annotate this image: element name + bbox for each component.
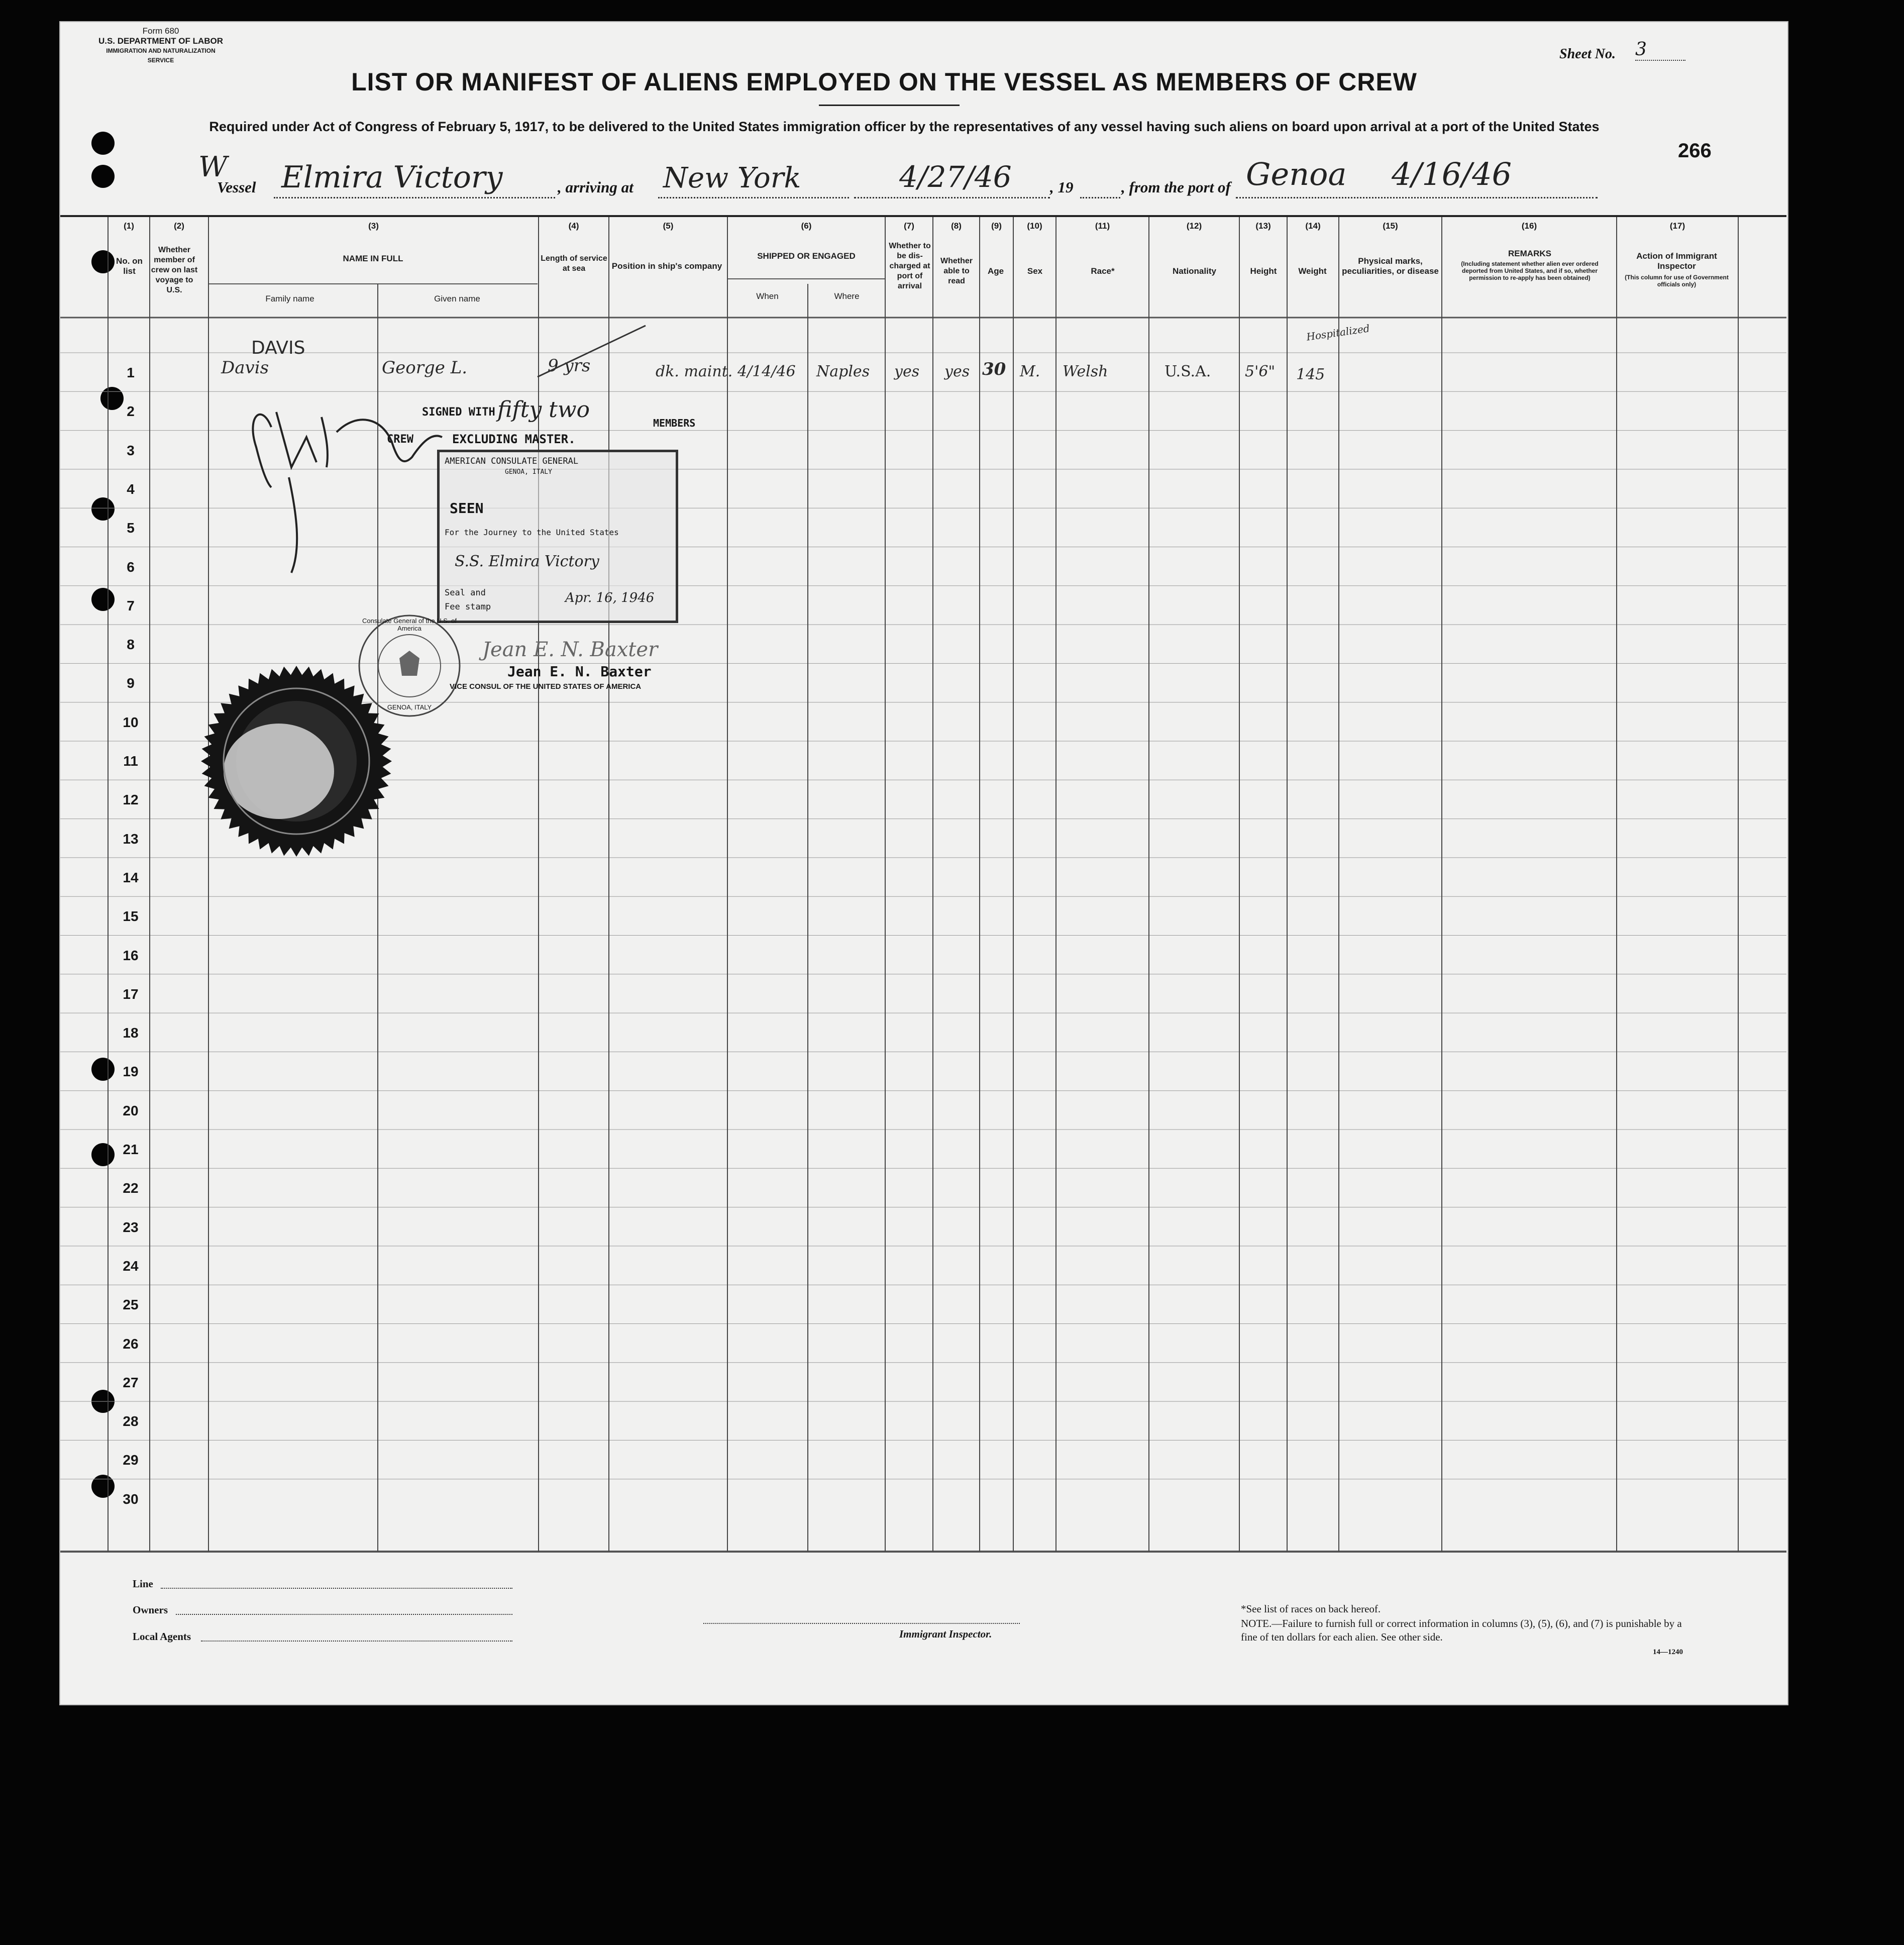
master-signature [241,382,452,578]
seal-text: Consulate General of the U.S. of America [362,617,457,632]
column-number: (8) [951,221,962,231]
consul-title: VICE CONSUL OF THE UNITED STATES OF AMERICA [450,682,642,691]
row-number: 28 [123,1413,139,1429]
page-title: LIST OR MANIFEST OF ALIENS EMPLOYED ON THE VESSEL AS MEMBERS OF CREW [351,68,1417,96]
entry-family-name: Davis [221,358,269,378]
row-number: 16 [123,947,139,963]
stamp-seen: SEEN [450,500,484,517]
row-number: 20 [123,1102,139,1118]
col-subheader-where: Where [834,291,860,301]
department-name: U.S. DEPARTMENT OF LABOR [98,36,224,46]
col-header-inspector: Action of Immigrant Inspector [1636,251,1717,271]
stamp-for-line: For the Journey to the United States [445,528,619,537]
seal-city: GENOA, ITALY [387,703,432,711]
stamp-date: Apr. 16, 1946 [565,590,655,605]
members-label: MEMBERS [653,417,696,429]
column-number: (15) [1383,221,1398,231]
year-label: , 19 [1050,178,1074,196]
column-number: (1) [124,221,134,231]
entry-age: 30 [982,359,1006,379]
entry-discharged: yes [894,363,920,380]
footer-agents-label: Local Agents [133,1630,191,1643]
column-number: (6) [801,221,812,231]
col-header-shipped: SHIPPED OR ENGAGED [757,251,856,261]
column-number: (9) [991,221,1002,231]
row-number: 7 [127,597,135,613]
consul-signature: Jean E. N. Baxter [482,638,658,661]
row-number: 6 [127,559,135,575]
races-note: *See list of races on back hereof. [1241,1603,1381,1615]
col-subheader-when: When [756,291,779,301]
consulate-stamp [437,450,678,623]
column-number: (7) [904,221,914,231]
entry-when: 4/14/46 [737,363,796,380]
stamp-seal-label: Seal and [445,588,486,598]
row-number: 27 [123,1374,139,1390]
footer-line-fill [161,1588,512,1589]
column-number: (17) [1669,221,1685,231]
entry-sex: M. [1020,363,1040,380]
row-number: 4 [127,481,135,497]
from-port: Genoa [1246,156,1347,192]
entry-height: 5'6" [1245,363,1276,380]
column-number: (12) [1186,221,1202,231]
signed-with-label: SIGNED WITH [422,406,495,419]
col-header-no: No. on list [116,256,143,276]
col-header-physical: Physical marks, peculiarities, or disease [1342,256,1439,276]
footer-agents-fill [201,1641,512,1642]
row-number: 9 [127,675,135,691]
entry-family-print: DAVIS [251,338,305,358]
arrival-date: 4/27/46 [899,160,1012,194]
col-subheader-family: Family name [265,294,314,303]
col-header-height: Height [1250,266,1277,276]
sheet-number: 3 [1635,39,1685,61]
row-number: 1 [127,365,135,380]
entry-position: dk. maint. [656,363,733,380]
row-number: 8 [127,637,135,653]
row-number: 23 [123,1219,139,1235]
row-number: 15 [123,908,139,925]
excluding-master: EXCLUDING MASTER. [452,432,576,446]
col-header-discharged: Whether to be dis-charged at port of arrival [889,242,931,290]
consul-name: Jean E. N. Baxter [507,663,652,680]
requirement-text: Required under Act of Congress of February 5, 1917, to be delivered to the United States immigration officer by the representatives of any vessel having such aliens on board upon arrival at a port of the United States [209,119,1600,134]
column-number: (3) [368,221,379,231]
arriving-label: , arriving at [558,178,633,196]
row-number: 2 [127,403,135,420]
column-number: (5) [663,221,674,231]
col-header-read: Whether able to read [940,257,973,285]
stamp-ship: S.S. Elmira Victory [455,553,599,570]
form-number: Form 680 [142,26,179,36]
vessel-label: Vessel [217,178,256,196]
col-header-last-voyage: Whether member of crew on last voyage to U.S. [151,246,198,294]
stamp-city: GENOA, ITALY [505,468,552,476]
entry-given-name: George L. [382,358,468,378]
row-number: 10 [123,714,139,730]
col-header-service: Length of service at sea [541,254,607,273]
stamp-fee-label: Fee stamp [445,602,491,612]
col-inspector-note: (This column for use of Government officials only) [1625,274,1729,288]
row-number: 24 [123,1258,139,1274]
row-number: 3 [127,442,135,458]
entry-where: Naples [816,363,870,380]
column-number: (11) [1095,221,1110,231]
footer-owners-label: Owners [133,1604,168,1616]
row-number: 18 [123,1025,139,1041]
crew-label: CREW [387,433,413,446]
stamp-consulate: AMERICAN CONSULATE GENERAL [445,456,579,466]
footer-owners-fill [176,1614,512,1615]
column-number: (13) [1255,221,1271,231]
row-number: 19 [123,1064,139,1080]
vessel-prefix: W [198,151,228,183]
col-header-race: Race* [1091,266,1115,276]
column-number: (14) [1305,221,1321,231]
crew-count: fifty two [497,397,590,423]
col-header-sex: Sex [1027,266,1043,276]
col-subheader-given: Given name [434,294,480,303]
from-label: , from the port of [1121,178,1231,196]
entry-weight: 145 [1296,366,1325,383]
print-code: 14—1240 [1653,1648,1683,1656]
entry-nationality: U.S.A. [1165,363,1211,380]
col-header-name: NAME IN FULL [343,254,403,263]
col-header-weight: Weight [1298,266,1327,276]
row-number: 21 [123,1142,139,1157]
sheet-label: Sheet No. [1559,46,1616,62]
inspector-sign-line [703,1623,1020,1624]
row-number: 29 [123,1452,139,1468]
document-number: 266 [1678,140,1712,162]
row-number: 17 [123,986,139,1002]
entry-race: Welsh [1063,363,1108,380]
column-number: (4) [568,221,579,231]
col-header-remarks: REMARKS [1508,249,1551,258]
column-number: (2) [174,221,184,231]
entry-physical-note: Hospitalized [1305,322,1370,343]
row-number: 30 [123,1491,139,1507]
from-date: 4/16/46 [1392,156,1512,192]
row-number: 12 [123,792,139,808]
row-number: 14 [123,869,139,885]
row-number: 22 [123,1180,139,1196]
row-number: 11 [123,753,138,769]
row-number: 25 [123,1297,139,1313]
arriving-port: New York [663,162,801,194]
entry-service: 9 yrs [548,356,591,376]
row-number: 26 [123,1336,139,1352]
inspector-label: Immigrant Inspector. [899,1628,992,1640]
service-name: IMMIGRATION AND NATURALIZATION SERVICE [106,47,216,64]
footer-line-label: Line [133,1578,153,1590]
row-number: 5 [127,520,135,536]
column-number: (10) [1027,221,1042,231]
fine-note: NOTE.—Failure to furnish full or correct information in columns (3), (5), (6), and (7) is punishable by a fine of ten dollars for each alien. See other side. [1241,1617,1682,1643]
column-number: (16) [1521,221,1537,231]
entry-read: yes [944,363,970,380]
col-header-position: Position in ship's company [611,261,722,271]
row-number: 13 [123,831,139,847]
strike-mark [533,322,653,382]
vessel-name: Elmira Victory [281,160,503,195]
col-header-nationality: Nationality [1173,266,1216,276]
embossed-seal-icon [198,663,394,859]
col-remarks-note: (Including statement whether alien ever ordered deported from United States, and if so, whether permission to re-apply has been obtained) [1461,260,1599,281]
col-header-age: Age [987,266,1004,276]
